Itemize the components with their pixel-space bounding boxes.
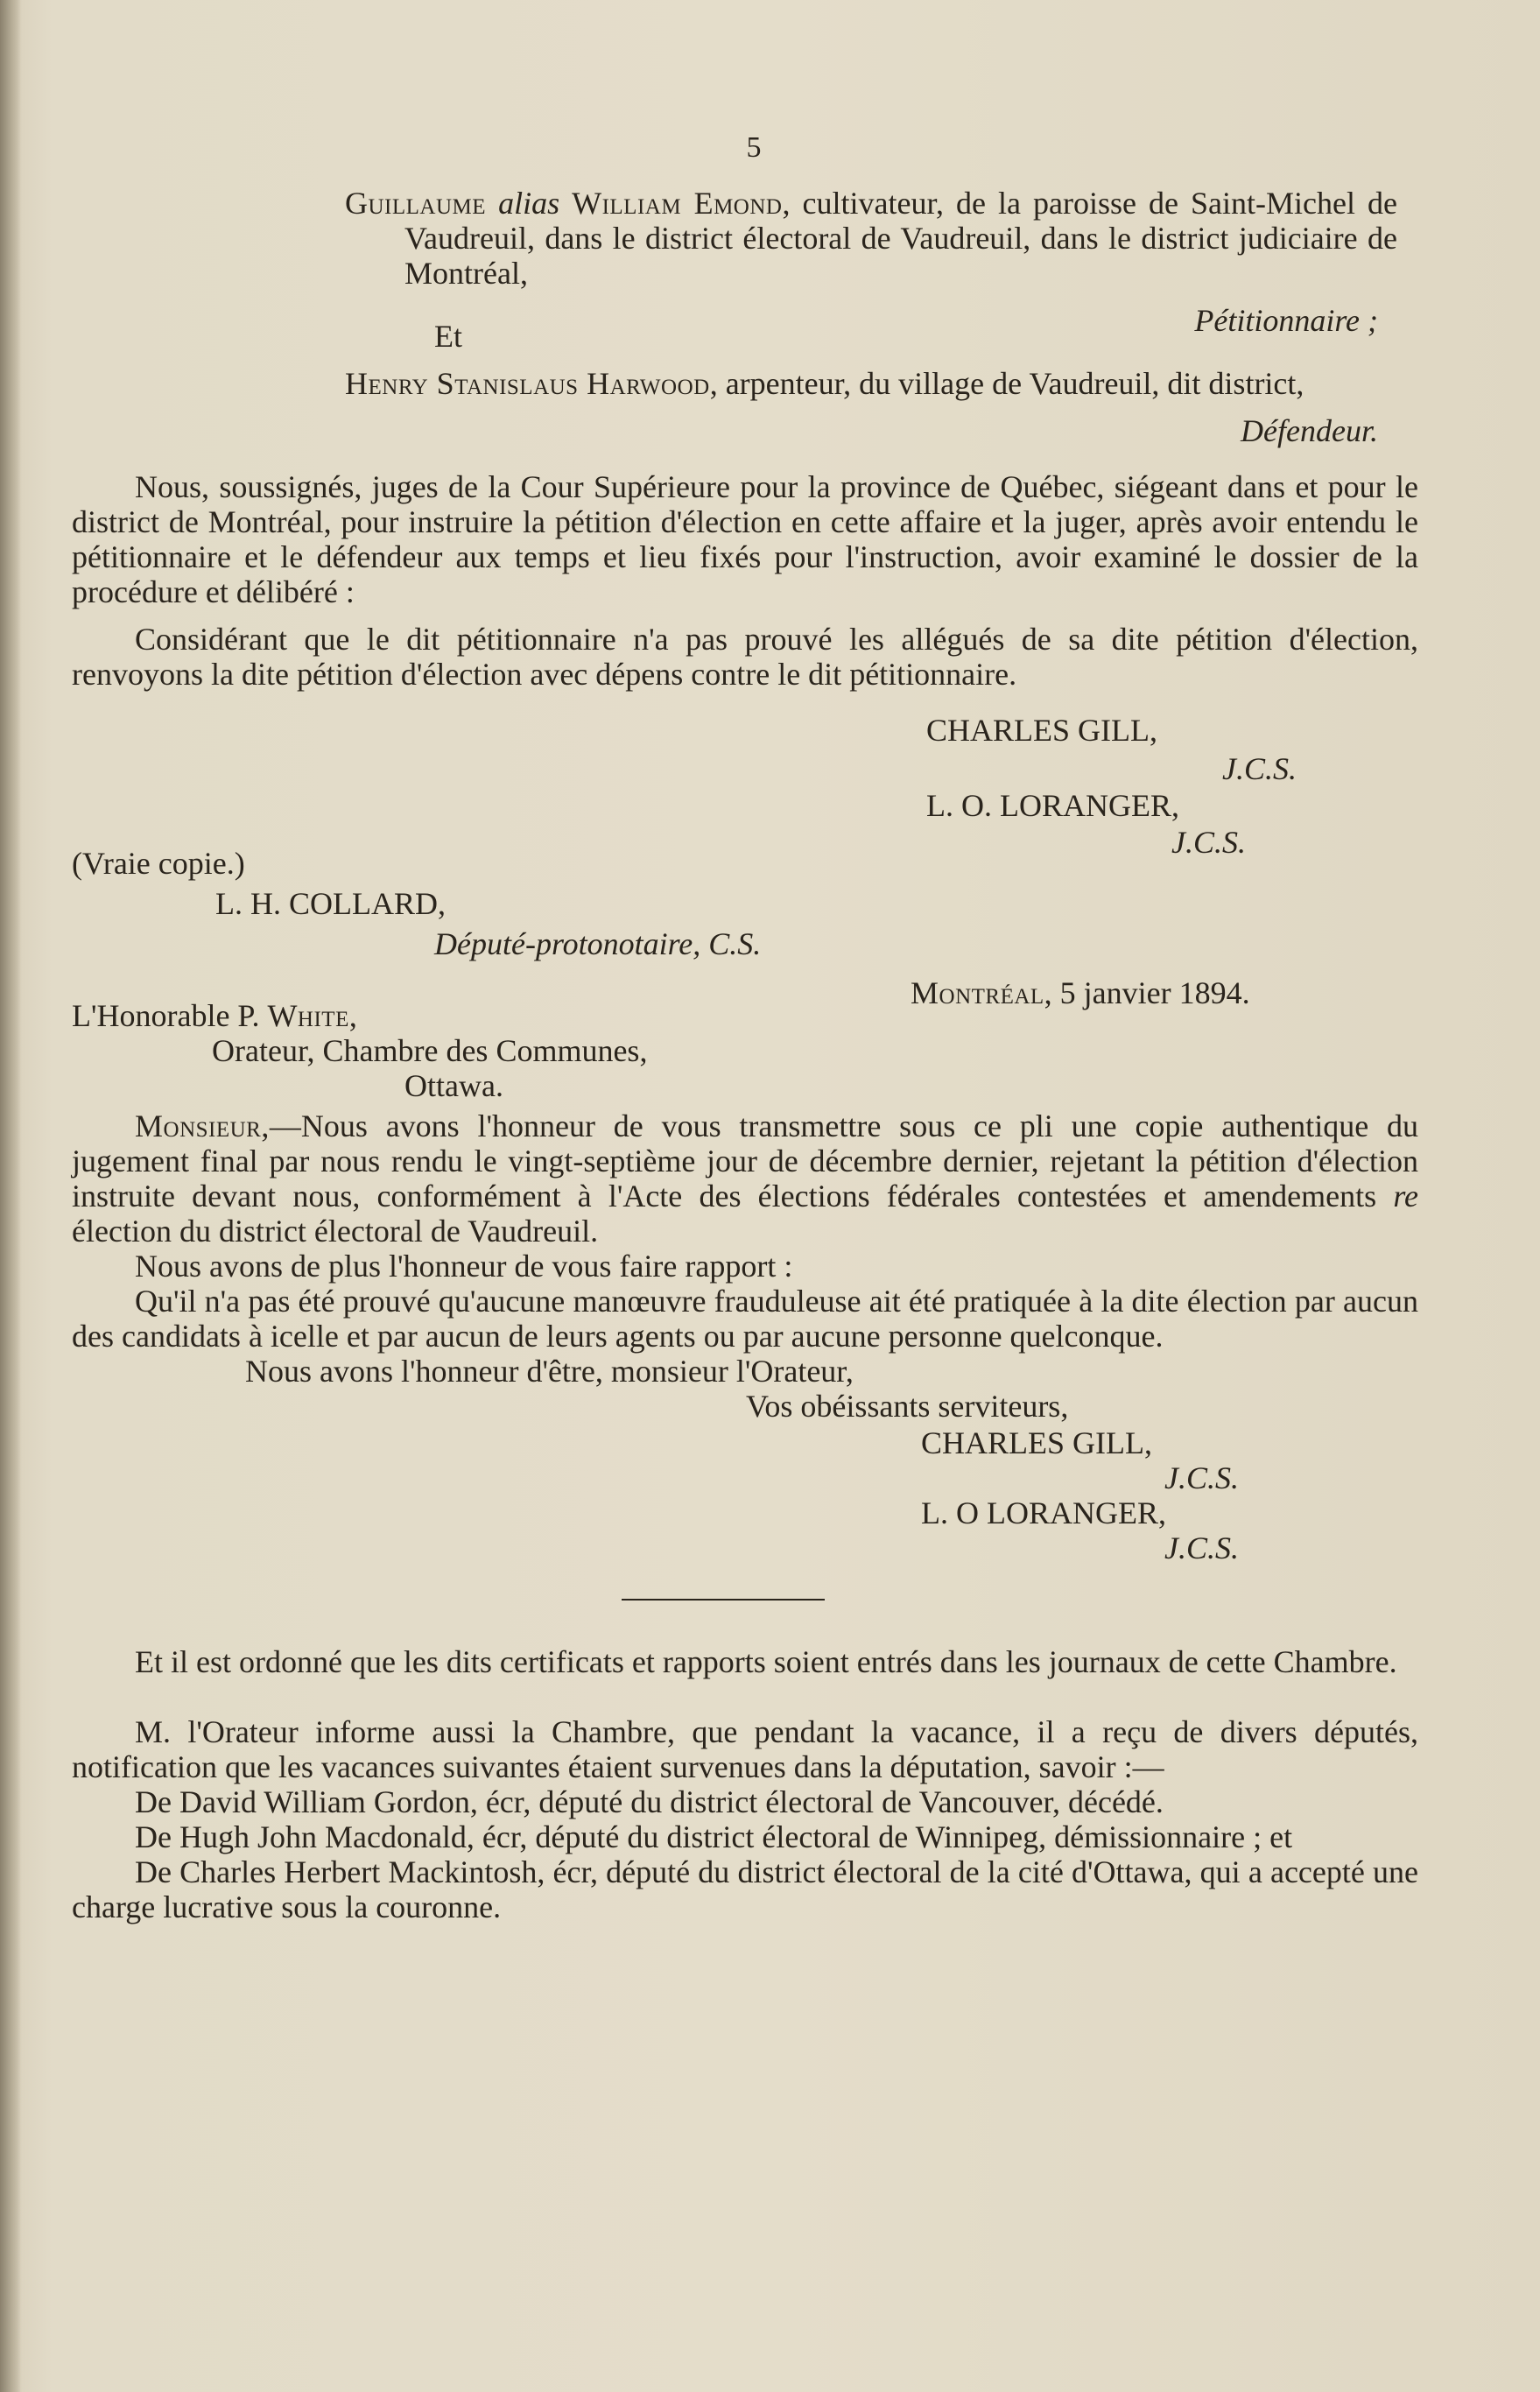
defendant-block <box>72 366 1406 401</box>
letter-paragraph-3: Qu'il n'a pas été prouvé qu'aucune manœuvre frauduleuse ait été pratiquée à la dite élection par aucun des candidats à icelle et par aucun de leurs agents ou par aucune personne quelconque. <box>72 1284 1418 1354</box>
letter-closing-1: Nous avons l'honneur d'être, monsieur l'Orateur, <box>245 1354 854 1389</box>
judge-2-title: J.C.S. <box>1171 825 1246 860</box>
true-copy-note: (Vraie copie.) <box>72 846 245 881</box>
defendant-description: , arpenteur, du village de Vaudreuil, dit district, <box>709 366 1304 401</box>
addressee-title: Orateur, Chambre des Communes, <box>212 1033 648 1068</box>
judgment-paragraph-1: Nous, soussignés, juges de la Cour Supérieure pour la province de Québec, siégeant dans et pour le district de Montréal, pour instruire la pétition d'élection en cette affaire et la juger, après avoir entendu le pétitionnaire et le défendeur aux temps et lieu fixés pour l'instruction, avoir examiné le dossier de la procédure et délibéré : <box>72 469 1418 609</box>
signer-2-name: L. O LORANGER, <box>921 1495 1166 1530</box>
petitioner-description: , cultivateur, de la paroisse de Saint-Michel de Vaudreuil, dans le district électoral de Vaudreuil, dans le district judiciaire de Montréal, <box>404 186 1398 291</box>
letter-salutation: Monsieur, <box>135 1108 270 1143</box>
judge-1-name: CHARLES GILL, <box>926 713 1157 748</box>
vacancy-3: De Charles Herbert Mackintosh, écr, député du district électoral de la cité d'Ottawa, qui a accepté une charge lucrative sous la couronne. <box>72 1854 1418 1924</box>
petitioner-block <box>72 186 1397 291</box>
defendant-label: Défendeur. <box>1241 413 1378 448</box>
judgment-signatures <box>72 713 1418 975</box>
judge-2-name: L. O. LORANGER, <box>926 788 1179 823</box>
letter-dateline <box>911 975 1250 1010</box>
letter-date: , 5 janvier 1894. <box>1044 975 1250 1010</box>
judgment-paragraph-2: Considérant que le dit pétitionnaire n'a pas prouvé les allégués de sa dite pétition d'élection, renvoyons la dite pétition d'élection avec dépens contre le dit pétitionnaire. <box>72 622 1418 692</box>
letter-paragraph-1-text: —Nous avons l'honneur de vous transmettre sous ce pli une copie authentique du jugement final par nous rendu le vingt-septième jour de décembre dernier, rejetant la pétition d'élection instruite devant nous, conformément à l'Acte des élections fédérales contestées et amendements <box>72 1108 1418 1214</box>
petitioner-first-name: Guillaume <box>345 186 487 221</box>
et-label: Et <box>434 319 462 354</box>
addressee-city: Ottawa. <box>404 1068 503 1103</box>
vacancy-1: De David William Gordon, écr, député du district électoral de Vancouver, décédé. <box>135 1784 1164 1819</box>
signer-1-name: CHARLES GILL, <box>921 1425 1152 1460</box>
addressee-prefix: L'Honorable P. <box>72 998 268 1033</box>
section-divider <box>622 1599 825 1601</box>
defendant-name: Henry Stanislaus Harwood <box>345 366 710 401</box>
clerk-title: Député-protonotaire, C.S. <box>434 926 762 961</box>
letter-paragraph-2: Nous avons de plus l'honneur de vous faire rapport : <box>135 1249 793 1284</box>
letter-paragraph-1 <box>72 1108 1418 1249</box>
letter-closing-2: Vos obéissants serviteurs, <box>746 1389 1069 1424</box>
page-number: 5 <box>746 131 762 164</box>
vacancies-intro: M. l'Orateur informe aussi la Chambre, que pendant la vacance, il a reçu de divers députés, notification que les vacances suivantes étaient survenues dans la députation, savoir :— <box>72 1714 1418 1784</box>
petitioner-name: William Emond <box>572 186 783 221</box>
addressee-name: White <box>267 998 349 1033</box>
letter-re: re <box>1393 1178 1418 1214</box>
petitioner-alias: alias <box>498 186 560 221</box>
letter-paragraph-1-end: élection du district électoral de Vaudreuil. <box>72 1214 599 1249</box>
vacancy-2: De Hugh John Macdonald, écr, député du district électoral de Winnipeg, démissionnaire ; et <box>135 1819 1293 1854</box>
letter-signatures <box>72 1424 1418 1572</box>
book-spine-shadow <box>0 0 21 2392</box>
document-body <box>72 186 1418 1924</box>
judge-1-title: J.C.S. <box>1222 751 1297 786</box>
petitioner-label: Pétitionnaire ; <box>1194 303 1378 338</box>
order-paragraph: Et il est ordonné que les dits certificats et rapports soient entrés dans les journaux de cette Chambre. <box>135 1644 1397 1679</box>
letter-place: Montréal <box>911 975 1044 1010</box>
letter-addressee: L'Honorable P. White, <box>72 998 357 1033</box>
signer-2-title: J.C.S. <box>1164 1530 1239 1565</box>
signer-1-title: J.C.S. <box>1164 1460 1239 1495</box>
clerk-name: L. H. COLLARD, <box>215 886 446 921</box>
letter-header <box>72 975 1418 1108</box>
